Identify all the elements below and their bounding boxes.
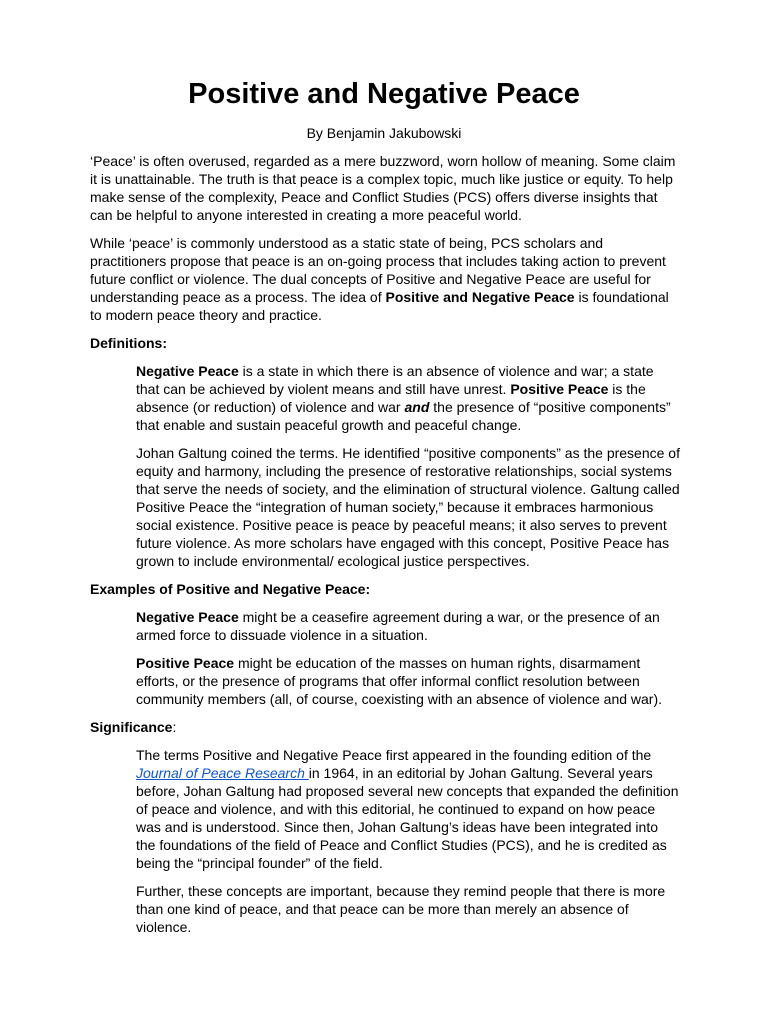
page-title: Positive and Negative Peace: [188, 78, 580, 110]
definition-paragraph-2: Johan Galtung coined the terms. He identified “positive components” as the presence of equity and harmony, including the presence of restorative relationships, social systems that serve the needs of society, and the elimination of structural violence. Galtung called Positive Peace the “integration of human society,” because it embraces harmonious social existence. Positive peace is peace by peaceful means; it also serves to prevent future violence. As more scholars have engaged with this concept, Positive Peace has grown to include environmental/ ecological justice perspectives.: [136, 445, 680, 569]
positive-peace-term: Positive Peace: [510, 381, 609, 397]
significance-heading: [90, 718, 680, 736]
examples-heading: Examples of Positive and Negative Peace:: [90, 581, 371, 597]
example-negative-peace: [136, 608, 680, 644]
definition-text-b: is the absence (or reduction) of violence and war: [136, 381, 646, 415]
and-emphasis: and: [404, 399, 430, 415]
intro-paragraph-2: [90, 234, 680, 324]
byline: By Benjamin Jakubowski: [306, 125, 462, 141]
document-body: [90, 152, 680, 946]
negative-peace-term: Negative Peace: [136, 363, 239, 379]
definitions-heading: Definitions:: [90, 335, 167, 351]
significance-text-a: The terms Positive and Negative Peace first appeared in the founding edition of the: [136, 747, 652, 763]
definition-paragraph-1: [136, 362, 680, 434]
definition-text-c: the presence of “positive components” that enable and sustain peaceful growth and peaceful change.: [136, 399, 671, 433]
significance-colon: :: [172, 719, 177, 735]
intro-p2-bold: Positive and Negative Peace: [385, 289, 575, 305]
intro-p2-text-a: While ‘peace’ is commonly understood as a static state of being, PCS scholars and practitioners propose that peace is an on-going process that includes taking action to prevent future conflict or violence. The dual concepts of Positive and Negative Peace are useful for understanding peace as a process. The idea of: [90, 235, 666, 305]
journal-of-peace-research-link[interactable]: Journal of Peace Research: [136, 765, 309, 781]
example-positive-text: might be education of the masses on human rights, disarmament efforts, or the presence of programs that offer informal conflict resolution between community members (all, of course, coexisting with an absence of violence and war).: [136, 655, 663, 707]
definition-text-a: is a state in which there is an absence of violence and war; a state that can be achieved by violent means and still have unrest.: [136, 363, 654, 397]
significance-heading-text: Significance: [90, 719, 173, 735]
significance-paragraph-2: Further, these concepts are important, because they remind people that there is more than one kind of peace, and that peace can be more than merely an absence of violence.: [136, 883, 666, 935]
example-positive-term: Positive Peace: [136, 655, 235, 671]
example-negative-term: Negative Peace: [136, 609, 239, 625]
significance-text-b: in 1964, in an editorial by Johan Galtung. Several years before, Johan Galtung had proposed several new concepts that expanded the definition of peace and violence, and with this editorial, he continued to expand on how peace was and is understood. Since then, Johan Galtung’s ideas have been integrated into the foundations of the field of Peace and Conflict Studies (PCS), and he is credited as being the “principal founder” of the field.: [136, 765, 679, 871]
significance-paragraph-1: [136, 746, 680, 872]
example-negative-text: might be a ceasefire agreement during a war, or the presence of an armed force to dissuade violence in a situation.: [136, 609, 660, 643]
intro-p2-text-b: is foundational to modern peace theory and practice.: [90, 289, 669, 323]
intro-paragraph-1: ‘Peace’ is often overused, regarded as a mere buzzword, worn hollow of meaning. Some claim it is unattainable. The truth is that peace is a complex topic, much like justice or equity. To help make sense of the complexity, Peace and Conflict Studies (PCS) offers diverse insights that can be helpful to anyone interested in creating a more peaceful world.: [90, 153, 676, 223]
example-positive-peace: [136, 654, 680, 708]
